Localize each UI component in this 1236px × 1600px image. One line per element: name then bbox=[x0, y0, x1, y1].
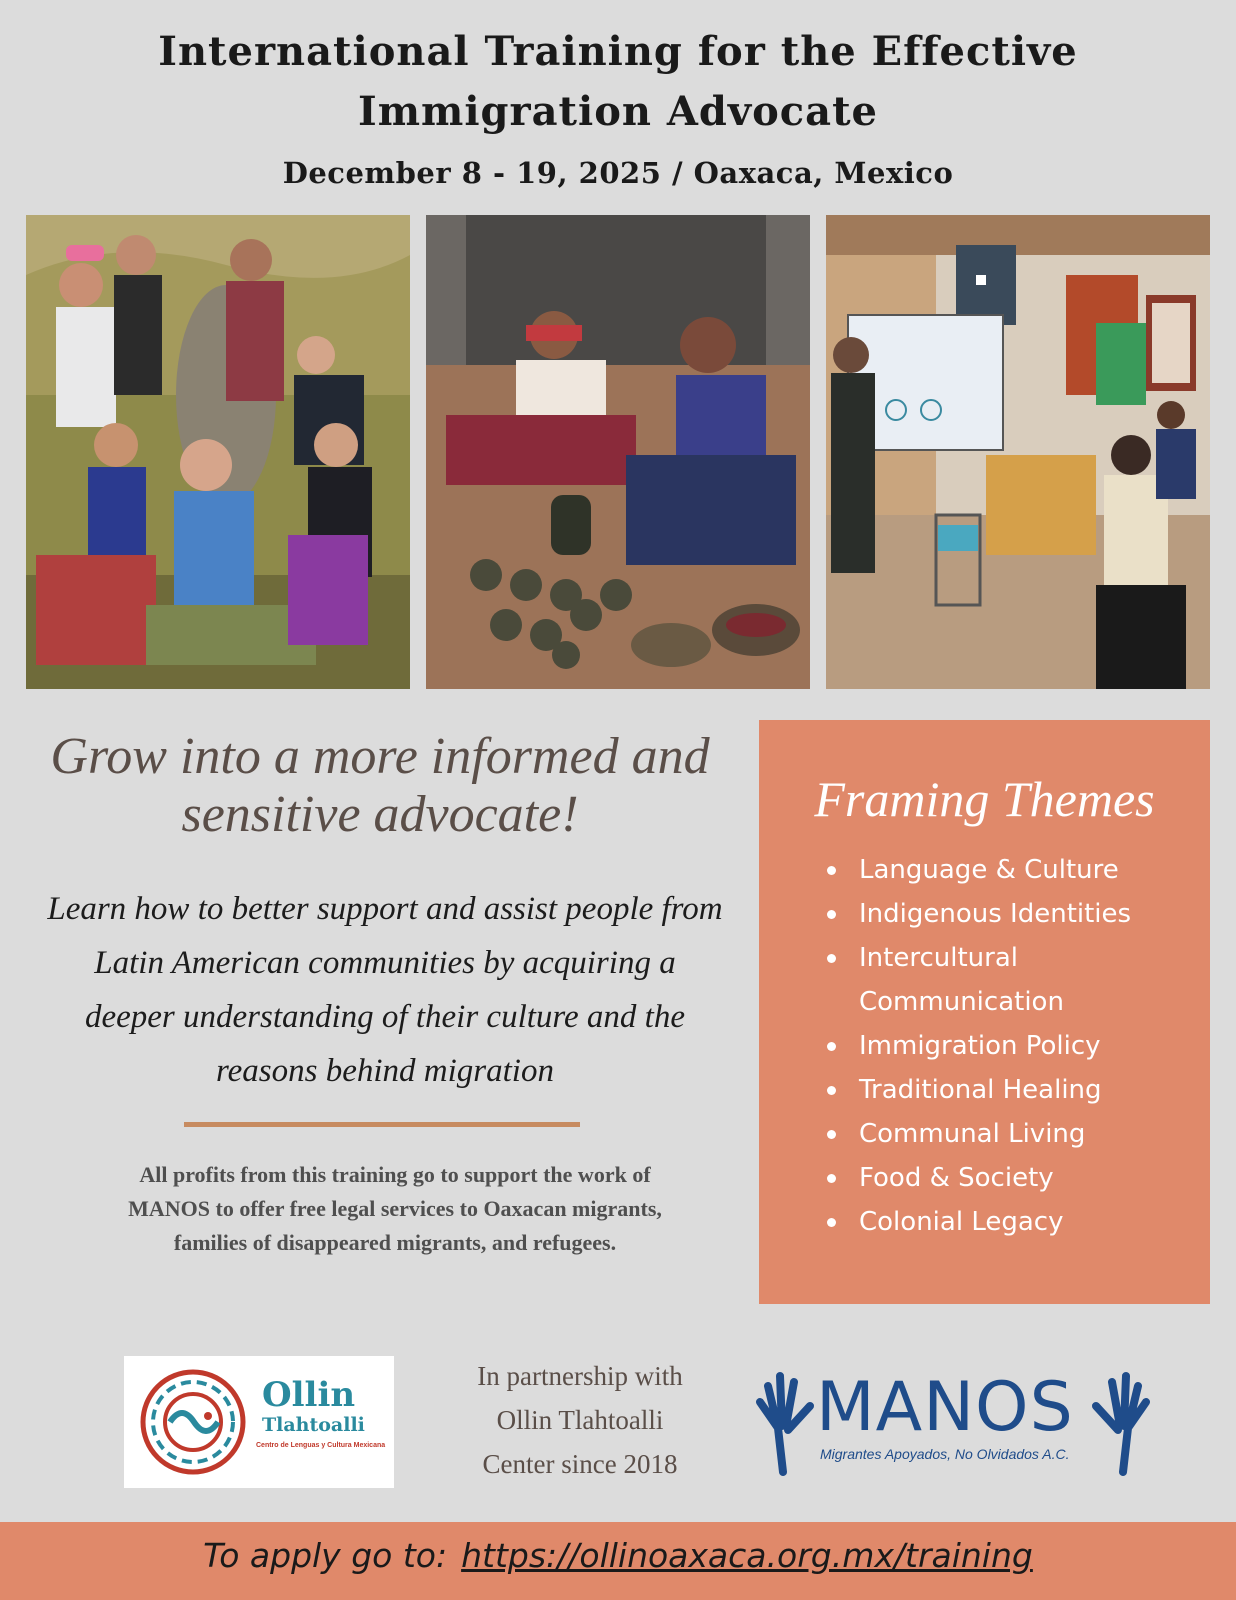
ollin-tlahtoalli-logo bbox=[124, 1356, 394, 1488]
profits-line-1: All profits from this training go to support the work of bbox=[139, 1162, 651, 1187]
theme-item: Immigration Policy bbox=[825, 1024, 1195, 1068]
photo-ceremony bbox=[426, 215, 810, 689]
learn-line-3: deeper understanding of their culture and the bbox=[84, 999, 685, 1035]
learn-line-4: reasons behind migration bbox=[216, 1053, 554, 1089]
footer-text bbox=[0, 1536, 1236, 1575]
tagline-line-1: Grow into a more informed and bbox=[50, 728, 710, 785]
partner-line-2: Ollin Tlahtoalli bbox=[496, 1405, 664, 1435]
theme-item: Traditional Healing bbox=[825, 1068, 1195, 1112]
apply-footer bbox=[0, 1522, 1236, 1600]
partner-line-3: Center since 2018 bbox=[482, 1449, 678, 1479]
title-line-2: Immigration Advocate bbox=[358, 88, 878, 135]
profits-line-2: MANOS to offer free legal services to Oaxacan migrants, bbox=[128, 1196, 662, 1221]
theme-item-continuation: Communication bbox=[859, 987, 1064, 1017]
themes-list bbox=[825, 848, 1195, 1244]
title-line-1: International Training for the Effective bbox=[158, 28, 1078, 75]
manos-logo bbox=[748, 1362, 1168, 1480]
photo-classroom bbox=[826, 215, 1210, 689]
partner-line-1: In partnership with bbox=[477, 1361, 683, 1391]
apply-prefix: To apply go to: bbox=[203, 1536, 448, 1575]
theme-item: Food & Society bbox=[825, 1156, 1195, 1200]
photo-group-outdoors bbox=[26, 215, 410, 689]
ollin-name-2: Tlahtoalli bbox=[262, 1414, 365, 1436]
profits-statement bbox=[55, 1158, 735, 1260]
themes-title: Framing Themes bbox=[814, 771, 1155, 827]
theme-item: Language & Culture bbox=[825, 848, 1195, 892]
partnership-text bbox=[430, 1354, 730, 1486]
manos-name: MANOS bbox=[816, 1368, 1074, 1447]
learn-line-2: Latin American communities by acquiring a bbox=[94, 945, 676, 981]
framing-themes-panel bbox=[759, 720, 1210, 1304]
manos-tagline: Migrantes Apoyados, No Olvidados A.C. bbox=[820, 1446, 1070, 1462]
theme-item: Colonial Legacy bbox=[825, 1200, 1195, 1244]
apply-link[interactable]: https://ollinoaxaca.org.mx/training bbox=[461, 1536, 1033, 1575]
tagline bbox=[30, 728, 730, 844]
page-title bbox=[0, 22, 1236, 142]
learn-description bbox=[20, 882, 750, 1098]
theme-item: Communal Living bbox=[825, 1112, 1195, 1156]
hand-right-icon bbox=[1088, 1368, 1158, 1476]
ollin-name: Ollin bbox=[262, 1375, 356, 1415]
tagline-line-2: sensitive advocate! bbox=[181, 786, 579, 843]
ollin-emblem-icon bbox=[138, 1368, 248, 1476]
learn-line-1: Learn how to better support and assist people from bbox=[47, 891, 723, 927]
profits-line-3: families of disappeared migrants, and refugees. bbox=[173, 1230, 617, 1255]
divider bbox=[184, 1122, 580, 1127]
hand-left-icon bbox=[748, 1368, 818, 1476]
theme-item: Indigenous Identities bbox=[825, 892, 1195, 936]
event-dates-location: December 8 - 19, 2025 / Oaxaca, Mexico bbox=[282, 156, 954, 190]
theme-item: Intercultural bbox=[825, 936, 1195, 980]
ollin-tagline: Centro de Lenguas y Cultura Mexicana bbox=[256, 1442, 386, 1449]
